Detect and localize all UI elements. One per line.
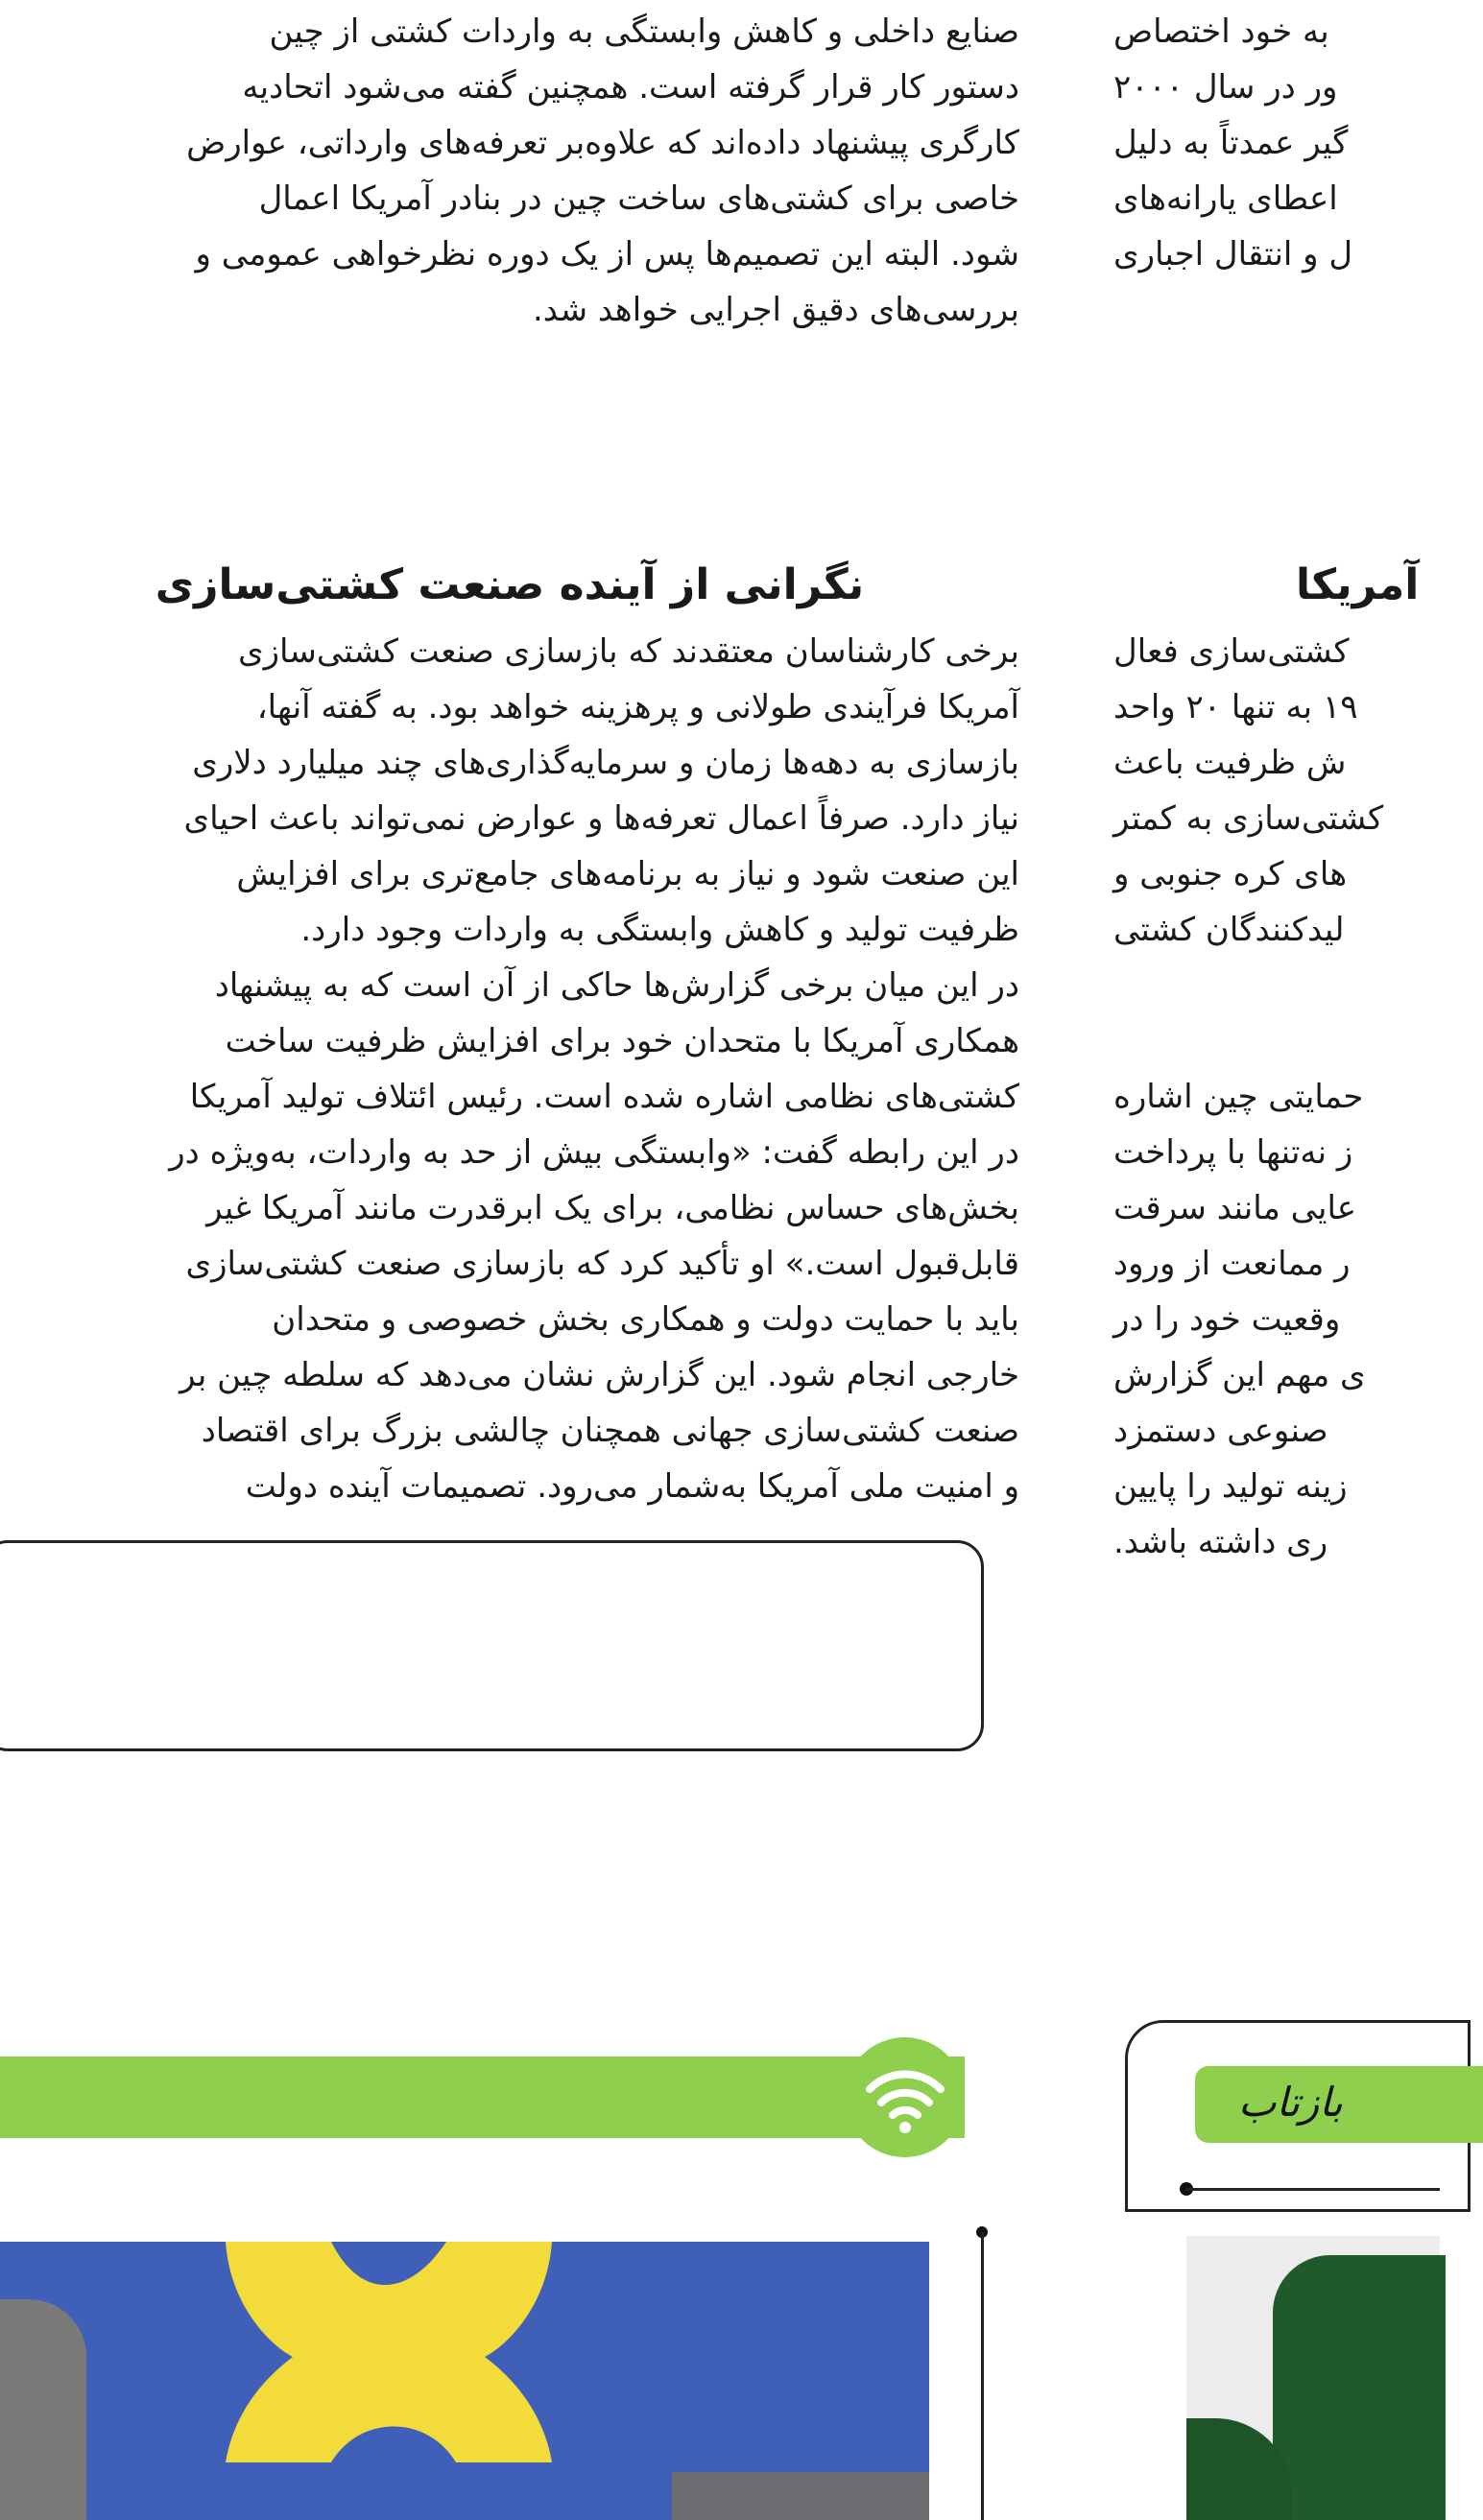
article-paragraph-top-right xyxy=(1113,4,1440,282)
photo-detail xyxy=(672,2472,929,2520)
text-line: ل و انتقال اجباری xyxy=(1113,235,1353,273)
green-header-strip xyxy=(0,2056,965,2138)
text-line: بررسی‌های دقیق اجرایی خواهد شد. xyxy=(532,291,1019,329)
vertical-divider xyxy=(981,2232,984,2520)
person-silhouette xyxy=(0,2299,86,2520)
text-line: شود. البته این تصمیم‌ها پس از یک دوره نظرخواهی عمومی و xyxy=(195,235,1019,273)
text-line: همکاری آمریکا با متحدان خود برای افزایش ظرفیت ساخت xyxy=(225,1022,1019,1060)
text-line: زینه تولید را پایین xyxy=(1113,1467,1348,1506)
text-line: و امنیت ملی آمریکا به‌شمار می‌رود. تصمیمات آینده دولت xyxy=(245,1467,1019,1506)
news-photo xyxy=(0,2242,929,2520)
baztab-label: بازتاب xyxy=(1238,2079,1343,2126)
text-line: دستور کار قرار گرفته است. همچنین گفته می‌شود اتحادیه xyxy=(242,68,1019,107)
text-line: لیدکنندگان کشتی xyxy=(1113,911,1345,949)
text-line: ز نه‌تنها با پرداخت xyxy=(1113,1133,1353,1172)
text-line: به خود اختصاص xyxy=(1113,12,1329,51)
text-line: بازسازی به دهه‌ها زمان و سرمایه‌گذاری‌های چند میلیارد دلاری xyxy=(192,744,1019,782)
text-line: گیر عمدتاً به دلیل xyxy=(1113,124,1349,162)
text-line: صنعت کشتی‌سازی جهانی همچنان چالشی بزرگ برای اقتصاد xyxy=(201,1412,1019,1450)
news-box-frame xyxy=(0,1540,984,1751)
text-line: باید با حمایت دولت و همکاری بخش خصوصی و متحدان xyxy=(272,1300,1019,1339)
text-line: عایی مانند سرقت xyxy=(1113,1189,1357,1227)
text-line: کشتی‌های نظامی اشاره شده است. رئیس ائتلاف تولید آمریکا xyxy=(189,1078,1019,1116)
article-paragraph-main-right xyxy=(1113,624,1440,1570)
text-line: در این میان برخی گزارش‌ها حاکی از آن است که به پیشنهاد xyxy=(214,966,1019,1005)
text-line: بخش‌های حساس نظامی، برای یک ابرقدرت مانند آمریکا غیر xyxy=(206,1189,1019,1227)
horizontal-divider xyxy=(1185,2188,1440,2191)
text-line: کشتی‌سازی به کمتر xyxy=(1113,799,1384,838)
text-line: های کره جنوبی و xyxy=(1113,855,1348,893)
text-line: ی مهم این گزارش xyxy=(1113,1356,1366,1394)
text-line: حمایتی چین اشاره xyxy=(1113,1078,1364,1116)
text-line: کارگری پیشنهاد داده‌اند که علاوه‌بر تعرفه‌های وارداتی، عوارض xyxy=(186,124,1019,162)
text-line: صنوعی دستمزد xyxy=(1113,1412,1328,1450)
baztab-box-frame xyxy=(1125,2020,1471,2212)
text-line: نیاز دارد. صرفاً اعمال تعرفه‌ها و عوارض نمی‌تواند باعث احیای xyxy=(183,799,1019,838)
text-line: اعطای یارانه‌های xyxy=(1113,179,1338,218)
section-heading-right: آمریکا xyxy=(1296,560,1420,609)
yellow-logo-shape xyxy=(216,2242,562,2462)
text-line: وقعیت خود را در xyxy=(1113,1300,1341,1339)
wifi-icon xyxy=(845,2037,965,2157)
text-line: خارجی انجام شود. این گزارش نشان می‌دهد که سلطه چین بر xyxy=(179,1356,1019,1394)
text-line: ۱۹ به تنها ۲۰ واحد xyxy=(1113,688,1358,726)
text-line xyxy=(1113,958,1440,1013)
text-line: کشتی‌سازی فعال xyxy=(1113,632,1350,671)
text-line: قابل‌قبول است.» او تأکید کرد که بازسازی صنعت کشتی‌سازی xyxy=(185,1245,1019,1283)
text-line xyxy=(1113,1013,1440,1069)
text-line: این صنعت شود و نیاز به برنامه‌های جامع‌تری برای افزایش xyxy=(236,855,1019,893)
flag-photo xyxy=(1186,2236,1440,2520)
text-line: ش ظرفیت باعث xyxy=(1113,744,1347,782)
flag-shape xyxy=(1273,2255,1446,2520)
article-column-left xyxy=(0,0,1019,1505)
text-line: خاصی برای کشتی‌های ساخت چین در بنادر آمریکا اعمال xyxy=(258,179,1019,218)
text-line: ور در سال ۲۰۰۰ xyxy=(1113,68,1338,107)
article-paragraph-top xyxy=(0,4,1019,338)
article-column-right xyxy=(1113,0,1440,1561)
article-paragraph-main xyxy=(0,624,1019,1514)
text-line: صنایع داخلی و کاهش وابستگی به واردات کشتی از چین xyxy=(269,12,1019,51)
text-line: ظرفیت تولید و کاهش وابستگی به واردات وجود دارد. xyxy=(300,911,1019,949)
text-line: ری داشته باشد. xyxy=(1113,1523,1328,1561)
text-line: برخی کارشناسان معتقدند که بازسازی صنعت کشتی‌سازی xyxy=(238,632,1019,671)
section-heading: نگرانی از آینده صنعت کشتی‌سازی xyxy=(155,560,865,609)
text-line: ر ممانعت از ورود xyxy=(1113,1245,1351,1283)
text-line: آمریکا فرآیندی طولانی و پرهزینه خواهد بود. به گفته آنها، xyxy=(256,688,1019,726)
text-line: در این رابطه گفت: «وابستگی بیش از حد به واردات، به‌ویژه در xyxy=(169,1133,1019,1172)
